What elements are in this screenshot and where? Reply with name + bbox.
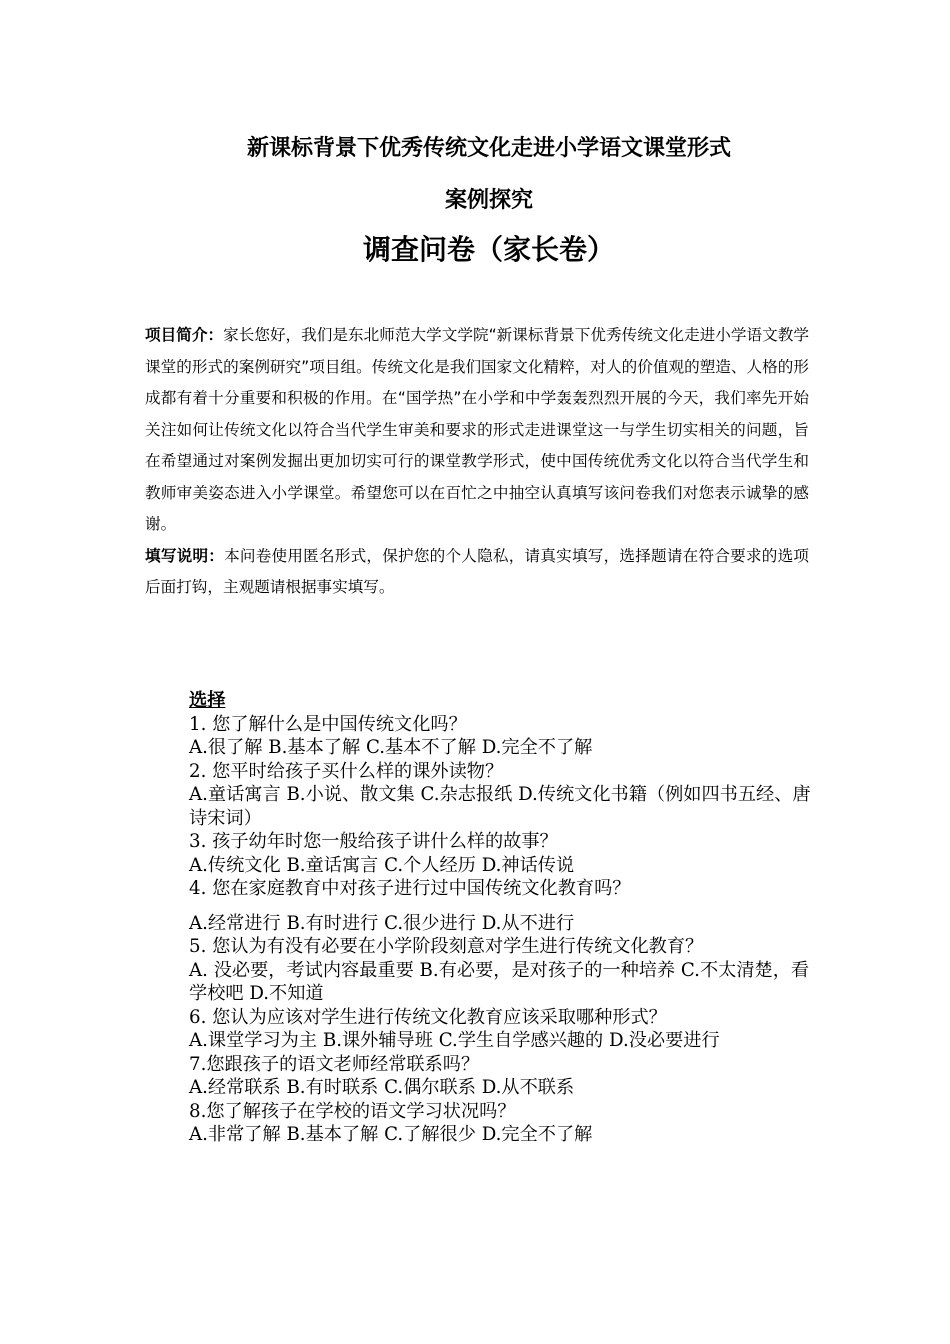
intro-block — [145, 320, 809, 604]
question-text: 4. 您在家庭教育中对孩子进行过中国传统文化教育吗？ — [189, 878, 631, 899]
spacer — [189, 901, 811, 912]
question-text: 8.您了解孩子在学校的语文学习状况吗？ — [189, 1100, 516, 1122]
title-line-2: 案例探究 — [444, 188, 533, 213]
question-options: A.非常了解 B.基本了解 C.了解很少 D.完全不了解 — [189, 1124, 593, 1145]
question-text: 6. 您认为应该对学生进行传统文化教育应该采取哪种形式？ — [189, 1006, 667, 1028]
question-options: A.课堂学习为主 B.课外辅导班 C.学生自学感兴趣的 D.没必要进行 — [189, 1030, 720, 1051]
question-options: A. 没必要，考试内容最重要 B.有必要，是对孩子的一种培养 C.不太清楚，看学校吧 D.不知道 — [189, 959, 810, 1004]
question-options: A.很了解 B.基本了解 C.基本不了解 D.完全不了解 — [189, 737, 593, 758]
project-intro-text: 家长您好，我们是东北师范大学文学院“新课标背景下优秀传统文化走进小学语文教学课堂的形式的案例研究”项目组。传统文化是我们国家文化精粹，对人的价值观的塑造、人格的形成都有着十分重要和积极的作用。在“国学热”在小学和中学轰轰烈烈开展的今天，我们率先开始关注如何让传统文化以符合当代学生审美和要求的形式走进课堂这一与学生切实相关的问题，旨在希望通过对案例发掘出更加切实可行的课堂教学形式，使中国传统优秀文化以符合当代学生和教师审美姿态进入小学课堂。希望您可以在百忙之中抽空认真填写该问卷我们对您表示诚挚的感谢。 — [145, 326, 809, 533]
questionnaire-title: 调查问卷（家长卷） — [362, 233, 615, 266]
title-line-1: 新课标背景下优秀传统文化走进小学语文课堂形式 — [246, 136, 731, 161]
question-options: A.经常联系 B.有时联系 C.偶尔联系 D.从不联系 — [189, 1077, 575, 1098]
question-text: 5. 您认为有没有必要在小学阶段刻意对学生进行传统文化教育？ — [189, 936, 704, 957]
project-intro-label: 项目简介： — [145, 326, 224, 344]
question-list — [189, 689, 811, 1147]
fill-instructions — [145, 541, 809, 604]
fill-instructions-text: 本问卷使用匿名形式，保护您的个人隐私，请真实填写，选择题请在符合要求的选项后面打钩，主观题请根据事实填写。 — [145, 546, 809, 596]
question-text: 1. 您了解什么是中国传统文化吗？ — [189, 713, 467, 735]
question-options: A.经常进行 B.有时进行 C.很少进行 D.从不进行 — [189, 912, 575, 934]
question-options: A.童话寓言 B.小说、散文集 C.杂志报纸 D.传统文化书籍（例如四书五经、唐诗宋词） — [189, 784, 811, 829]
question-text: 2. 您平时给孩子买什么样的课外读物？ — [189, 760, 504, 782]
project-intro — [145, 320, 809, 541]
question-text: 3. 孩子幼年时您一般给孩子讲什么样的故事？ — [189, 831, 558, 852]
question-text: 7.您跟孩子的语文老师经常联系吗？ — [189, 1053, 480, 1075]
fill-instructions-label: 填写说明： — [145, 546, 225, 565]
section-label: 选择 — [189, 690, 226, 711]
question-options: A.传统文化 B.童话寓言 C.个人经历 D.神话传说 — [189, 854, 575, 876]
